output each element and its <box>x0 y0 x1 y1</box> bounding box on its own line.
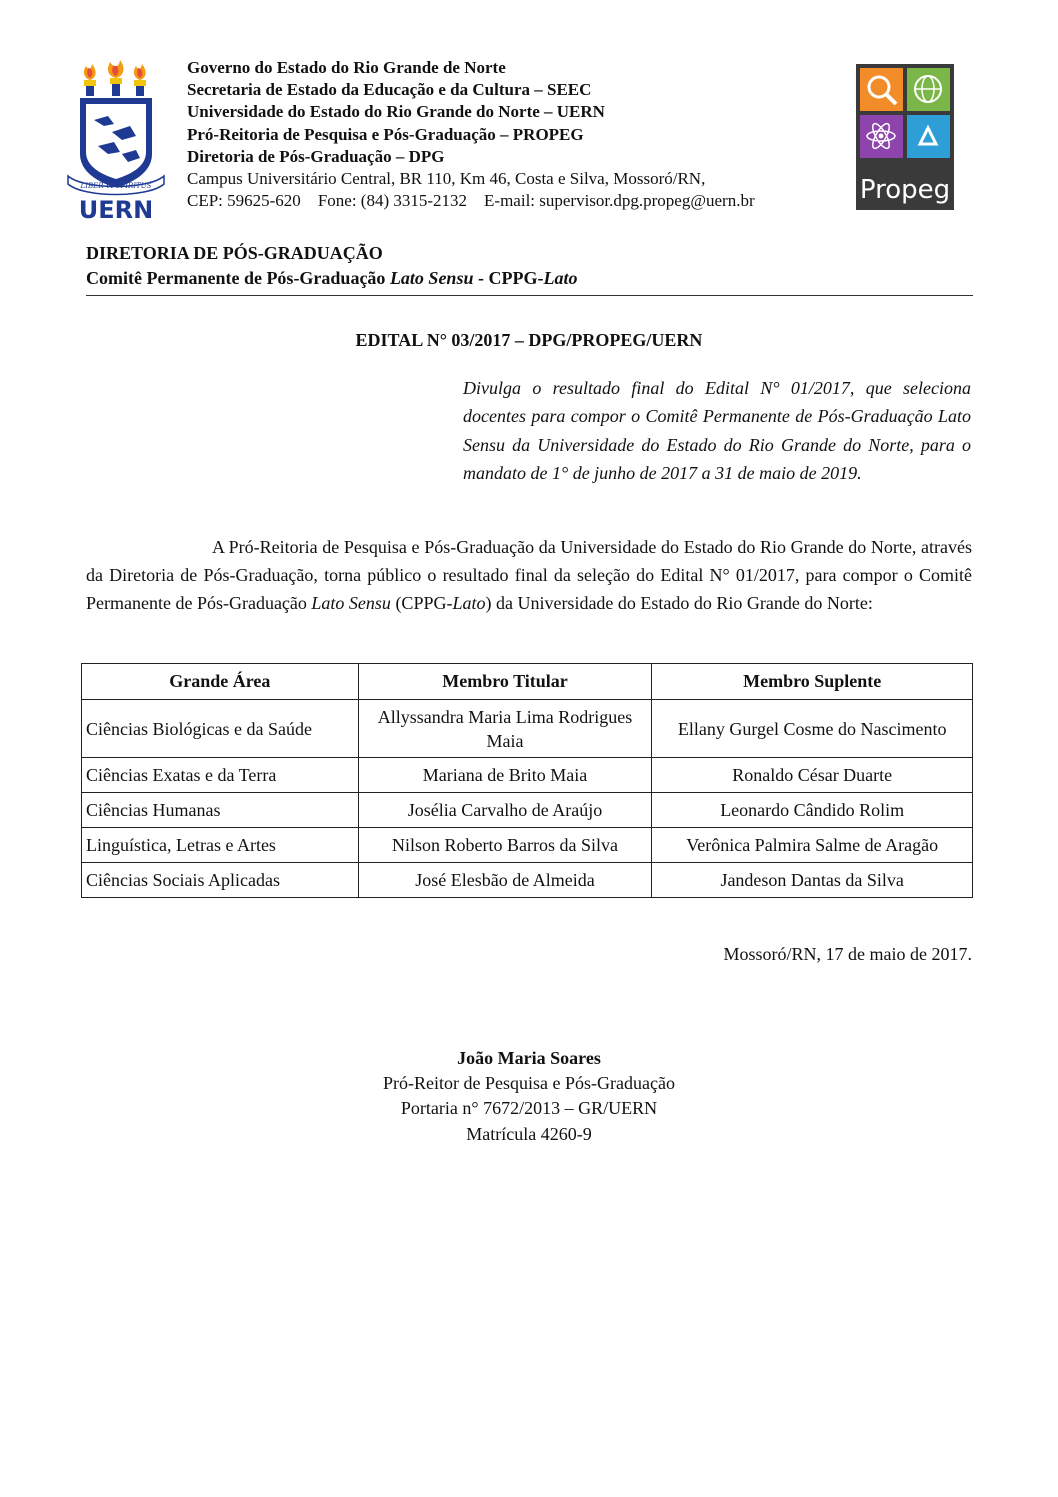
table-row <box>82 863 973 898</box>
signatory-matricula: Matrícula 4260-9 <box>466 1123 592 1144</box>
committee-title: Comitê Permanente de Pós-Graduação Lato Sensu - CPPG-Lato <box>86 268 578 288</box>
signatory-role: Pró-Reitor de Pesquisa e Pós-Graduação <box>383 1073 675 1094</box>
table-row <box>82 758 973 793</box>
institution-header <box>187 57 755 212</box>
svg-text:LIBER VI SPIRITUS: LIBER VI SPIRITUS <box>80 182 152 190</box>
torches-icon <box>84 60 146 96</box>
header-line-dpg: Diretoria de Pós-Graduação – DPG <box>187 146 445 166</box>
cell-suplente: Leonardo Cândido Rolim <box>652 793 973 828</box>
intro-paragraph: A Pró-Reitoria de Pesquisa e Pós-Graduação da Universidade do Estado do Rio Grande do Norte, através da Diretoria de Pós-Graduação, torna público o resultado final da seleção do Edital N° 01/2017, para compor o Comitê Permanente de Pós-Graduação Lato Sensu (CPPG-Lato) da Universidade do Estado do Rio Grande do Norte: <box>86 537 972 613</box>
header-line-governo: Governo do Estado do Rio Grande de Norte <box>187 58 506 77</box>
cell-suplente: Jandeson Dantas da Silva <box>652 863 973 898</box>
directorate-title: DIRETORIA DE PÓS-GRADUAÇÃO <box>86 243 383 263</box>
header-divider <box>86 295 973 296</box>
uern-logo <box>64 58 168 224</box>
header-line-universidade: Universidade do Estado do Rio Grande do Norte – UERN <box>187 102 605 122</box>
column-header-area: Grande Área <box>82 664 359 700</box>
cell-area: Ciências Humanas <box>82 793 359 828</box>
results-table <box>81 663 973 898</box>
header-line-secretaria: Secretaria de Estado da Educação e da Cultura – SEEC <box>187 80 592 100</box>
cell-area: Linguística, Letras e Artes <box>82 828 359 863</box>
cell-area: Ciências Exatas e da Terra <box>82 758 359 793</box>
cell-area: Ciências Biológicas e da Saúde <box>82 700 359 758</box>
cell-titular: Allyssandra Maria Lima Rodrigues Maia <box>358 700 652 758</box>
cell-suplente: Ronaldo César Duarte <box>652 758 973 793</box>
signatory-name: João Maria Soares <box>457 1048 601 1068</box>
cell-titular: Josélia Carvalho de Araújo <box>358 793 652 828</box>
column-header-titular: Membro Titular <box>358 664 652 700</box>
edital-ementa: Divulga o resultado final do Edital N° 01/2017, que seleciona docentes para compor o Comitê Permanente de Pós-Graduação Lato Sensu da Universidade do Estado do Rio Grande do Norte, para o mandato de 1° de junho de 2017 a 31 de maio de 2019. <box>463 378 971 484</box>
header-line-propeg: Pró-Reitoria de Pesquisa e Pós-Graduação – PROPEG <box>187 124 584 144</box>
cell-area: Ciências Sociais Aplicadas <box>82 863 359 898</box>
svg-text:Propeg: Propeg <box>859 175 951 205</box>
signature-block <box>0 1046 1058 1147</box>
propeg-logo <box>856 64 954 210</box>
cell-suplente: Ellany Gurgel Cosme do Nascimento <box>652 700 973 758</box>
date-line: Mossoró/RN, 17 de maio de 2017. <box>723 944 972 964</box>
header-contact <box>187 190 755 212</box>
section-heading <box>86 241 577 291</box>
recycle-tile <box>907 115 950 158</box>
signatory-portaria: Portaria n° 7672/2013 – GR/UERN <box>400 1098 658 1119</box>
cell-titular: José Elesbão de Almeida <box>358 863 652 898</box>
header-phone: Fone: (84) 3315-2132 <box>317 191 468 211</box>
table-row <box>82 828 973 863</box>
table-header-row <box>82 664 973 700</box>
header-address: Campus Universitário Central, BR 110, Km 46, Costa e Silva, Mossoró/RN, <box>187 169 706 189</box>
cell-suplente: Verônica Palmira Salme de Aragão <box>652 828 973 863</box>
search-tile <box>860 68 903 111</box>
header-email: E-mail: supervisor.dpg.propeg@uern.br <box>484 191 755 211</box>
column-header-suplente: Membro Suplente <box>652 664 973 700</box>
table-row <box>82 700 973 758</box>
svg-text:UERN: UERN <box>78 196 154 224</box>
cell-titular: Nilson Roberto Barros da Silva <box>358 828 652 863</box>
header-cep: CEP: 59625-620 <box>187 191 301 211</box>
edital-title: EDITAL N° 03/2017 – DPG/PROPEG/UERN <box>355 330 703 350</box>
cell-titular: Mariana de Brito Maia <box>358 758 652 793</box>
table-row <box>82 793 973 828</box>
